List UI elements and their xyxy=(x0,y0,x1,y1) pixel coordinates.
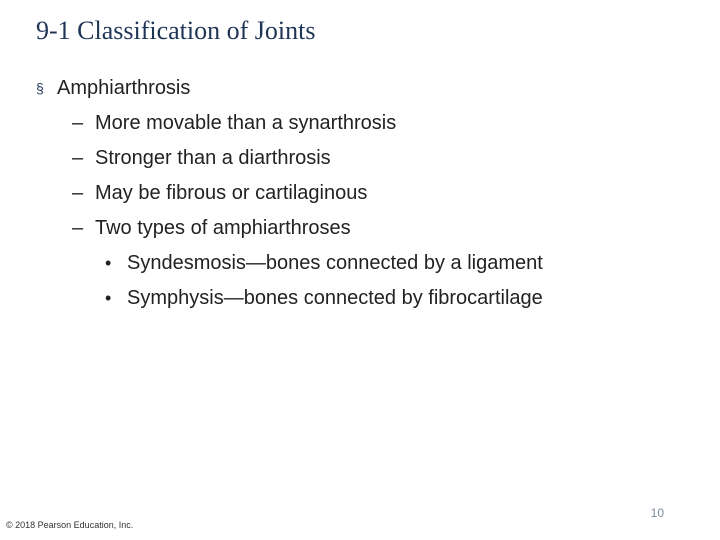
sub-sub-bullet-text: Syndesmosis—bones connected by a ligament xyxy=(127,252,543,274)
sub-bullet-text: Stronger than a diarthrosis xyxy=(95,147,331,169)
sub-sub-bullet xyxy=(36,249,696,284)
bullet-text: Amphiarthrosis xyxy=(57,77,191,99)
sub-bullet xyxy=(36,109,696,144)
sub-bullet-text: May be fibrous or cartilaginous xyxy=(95,182,368,204)
copyright-notice: © 2018 Pearson Education, Inc. xyxy=(6,520,134,530)
dot-bullet-icon: • xyxy=(105,253,112,273)
sub-sub-bullet xyxy=(36,284,696,319)
sub-bullet-text: More movable than a synarthrosis xyxy=(95,112,397,134)
sub-bullet xyxy=(36,179,696,214)
dash-bullet-icon: – xyxy=(72,217,84,239)
dash-bullet-icon: – xyxy=(72,147,84,169)
section-bullet-icon: § xyxy=(36,80,44,96)
sub-bullet xyxy=(36,144,696,179)
sub-sub-bullet-text: Symphysis—bones connected by fibrocartilage xyxy=(127,287,543,309)
dash-bullet-icon: – xyxy=(72,112,84,134)
dot-bullet-icon: • xyxy=(105,288,112,308)
sub-bullet-text: Two types of amphiarthroses xyxy=(95,217,351,239)
page-number: 10 xyxy=(650,506,664,520)
dash-bullet-icon: – xyxy=(72,182,84,204)
sub-bullet xyxy=(36,214,696,249)
bullet-amphiarthrosis xyxy=(36,74,696,109)
slide-title: 9-1 Classification of Joints xyxy=(36,16,316,45)
slide-body xyxy=(36,74,696,319)
